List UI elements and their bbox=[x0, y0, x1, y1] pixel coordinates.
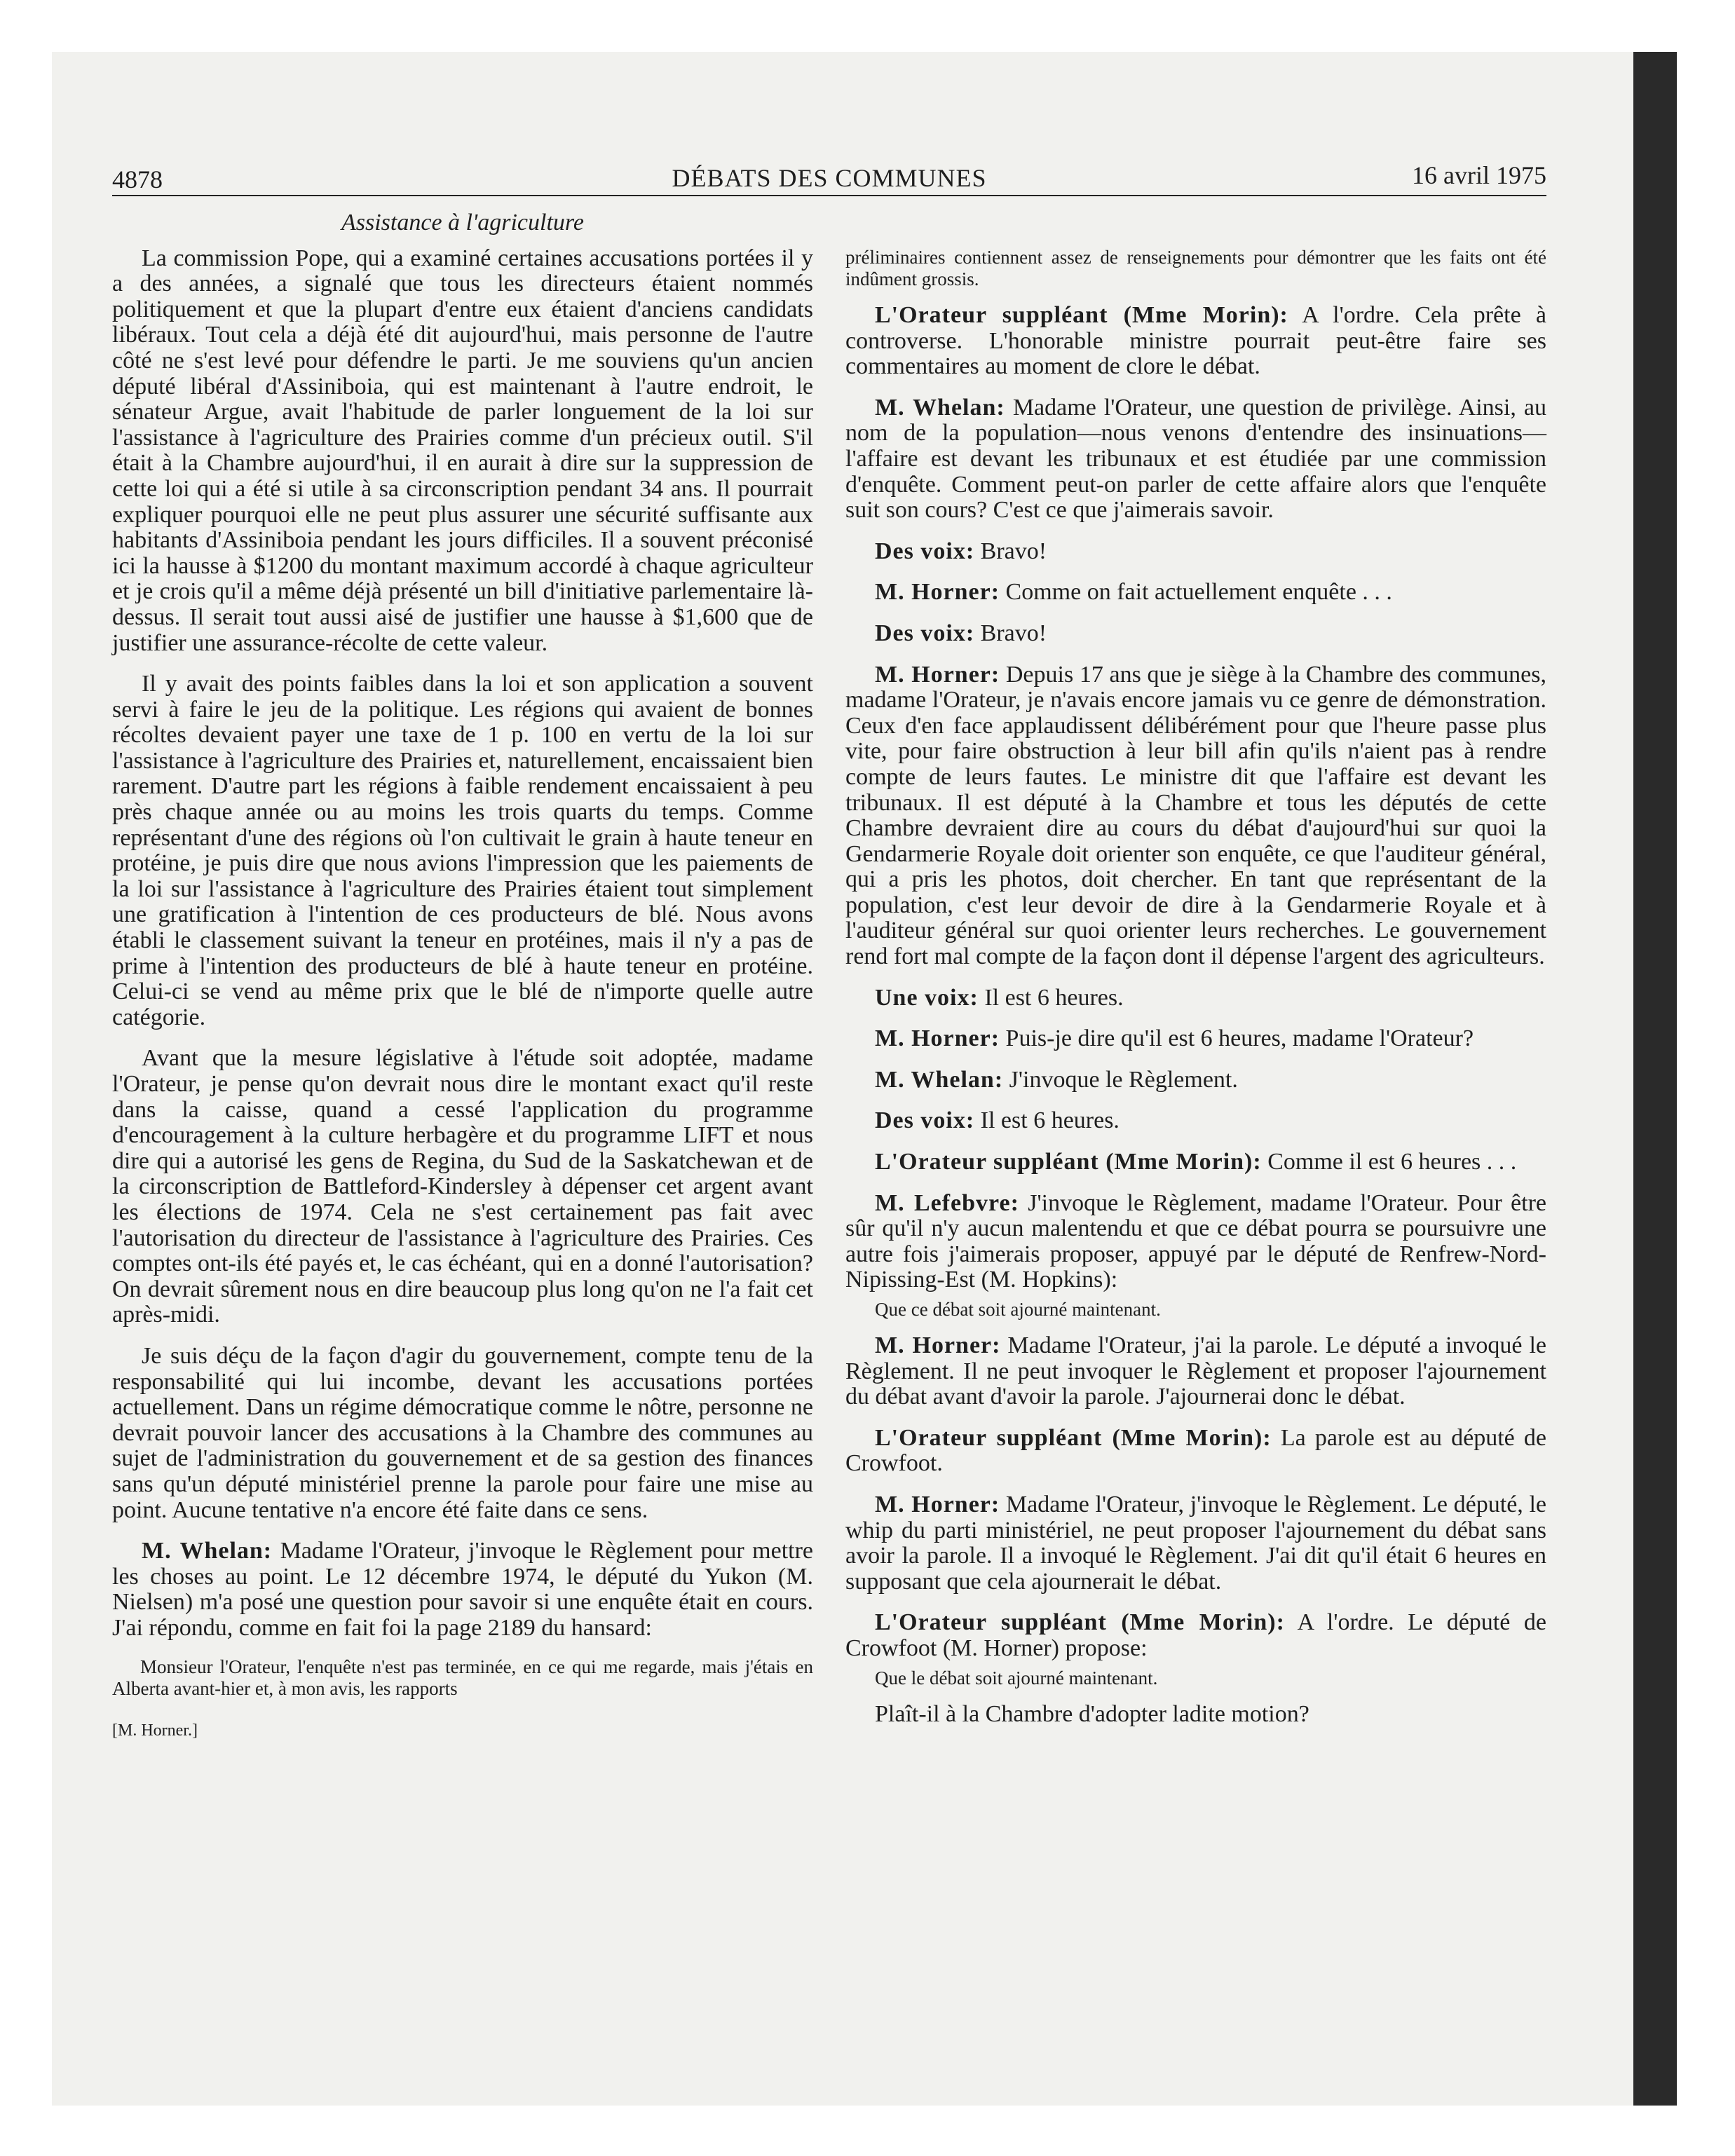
speech bbox=[845, 1191, 1546, 1293]
closing-question: Plaît-il à la Chambre d'adopter ladite motion? bbox=[875, 1700, 1309, 1727]
speech bbox=[845, 1610, 1546, 1661]
speaker-name: M. Horner: bbox=[875, 1491, 1000, 1517]
speech-text: Puis-je dire qu'il est 6 heures, madame l'Orateur? bbox=[1005, 1025, 1474, 1052]
speaker-name: M. Horner: bbox=[875, 1025, 1000, 1052]
speech-text: Il est 6 heures. bbox=[980, 1107, 1120, 1134]
speaker-name: Des voix: bbox=[875, 538, 975, 564]
speech-text: Bravo! bbox=[980, 538, 1047, 564]
speech-text: Comme il est 6 heures . . . bbox=[1267, 1149, 1517, 1175]
speaker-name: Une voix: bbox=[875, 984, 979, 1011]
section-title: Assistance à l'agriculture bbox=[341, 210, 584, 236]
speech-text: Madame l'Orateur, une question de privilège. Ainsi, au nom de la population—nous venons d'entendre des insinuations—l'affaire est devant les tribunaux et est étudiée par une commission d'enquête. Comment peut-on parler de cette affaire alors que l'enquête suit son cours? C'est ce que j'aimerais savoir. bbox=[845, 394, 1547, 524]
speech-text: Madame l'Orateur, j'ai la parole. Le député a invoqué le Règlement. Il ne peut invoquer le Règlement et proposer l'ajournement du débat avant d'avoir la parole. J'ajournerai donc le débat. bbox=[845, 1332, 1546, 1410]
speaker-name: M. Horner: bbox=[875, 1332, 1001, 1358]
speech-text: Depuis 17 ans que je siège à la Chambre des communes, madame l'Orateur, je n'avais encore jamais vu ce genre de démonstration. Ceux d'en face applaudissent délibérément pour que l'heure passe plus vite, pour faire obstruction à leur bill afin qu'ils n'aient pas à rendre compte de leurs fautes. Le ministre dit que l'affaire est devant les tribunaux. Il est député à la Chambre et tous les députés de cette Chambre devraient dire au cours du débat d'aujourd'hui sur quoi la Gendarmerie Royale doit orienter son enquête, ce que l'auditeur général, qui a pris les photos, doit chercher. En tant que représentant de la population, c'est leur devoir de dire à la Gendarmerie Royale et à l'auditeur général sur quoi orienter leurs recherches. Le gouvernement rend fort mal compte de la façon dont il dépense l'argent des agriculteurs. bbox=[845, 661, 1547, 970]
speech bbox=[845, 580, 1546, 606]
speech-text: A l'ordre. Cela prête à controverse. L'honorable ministre pourrait peut-être faire ses commentaires au moment de clore le débat. bbox=[845, 302, 1546, 380]
speech-text: Madame l'Orateur, j'invoque le Règlement pour mettre les choses au point. Le 12 décembre 1974, le député du Yukon (M. Nielsen) m'a posé une question pour savoir si une enquête était en cours. J'ai répondu, comme en fait foi la page 2189 du hansard: bbox=[112, 1538, 813, 1641]
speech bbox=[845, 1426, 1546, 1477]
speech bbox=[845, 1492, 1546, 1595]
speech-text: Comme on fait actuellement enquête . . . bbox=[1005, 579, 1392, 606]
speech-text: J'invoque le Règlement, madame l'Orateur. Pour être sûr qu'il n'y aucun malentendu et que ce débat pourra se poursuivre une autre fois j'aimerais proposer, appuyé par le député de Renfrew-Nord-Nipissing-Est (M. Hopkins): bbox=[845, 1189, 1547, 1293]
speaker-name: L'Orateur suppléant (Mme Morin): bbox=[875, 1609, 1285, 1636]
speaker-name: Des voix: bbox=[875, 1107, 975, 1134]
speech-text: Bravo! bbox=[980, 620, 1047, 646]
speech bbox=[845, 1149, 1546, 1175]
paragraph: Avant que la mesure législative à l'étude soit adoptée, madame l'Orateur, je pense qu'on devrait nous dire le montant exact qu'il reste dans la caisse, quand a cessé l'application du programme d'encouragement à la culture herbagère et du programme LIFT et nous dire qui a autorisé les gens de Regina, du Sud de la Saskatchewan et de la circonscription de Battleford-Kindersley à dépenser cet argent avant les élections de 1974. Cela ne s'est certainement pas fait avec l'autorisation du directeur de l'assistance à l'agriculture des Prairies. Ces comptes ont-ils été payés et, le cas échéant, qui en a donné l'autorisation? On devrait sûrement nous en dire beaucoup plus long qu'on ne l'a fait cet après-midi. bbox=[112, 1045, 813, 1328]
page-number: 4878 bbox=[112, 165, 163, 193]
speaker-name: L'Orateur suppléant (Mme Morin): bbox=[875, 1149, 1262, 1175]
speaker-name: L'Orateur suppléant (Mme Morin): bbox=[875, 302, 1288, 328]
speech bbox=[112, 1538, 813, 1641]
speech-text: La parole est au député de Crowfoot. bbox=[845, 1424, 1546, 1477]
speech bbox=[845, 395, 1546, 524]
paragraph: Je suis déçu de la façon d'agir du gouvernement, compte tenu de la responsabilité qui lui incombe, devant les accusations portées actuellement. Dans un régime démocratique comme le nôtre, personne ne devrait pouvoir lancer des accusations à la Chambre des communes au sujet de l'administration du gouvernement et de sa gestion des finances sans qu'un député ministériel prenne la parole pour faire une mise au point. Aucune tentative n'a encore été faite dans ce sens. bbox=[112, 1342, 813, 1523]
speech-text: A l'ordre. Le député de Crowfoot (M. Horner) propose: bbox=[845, 1609, 1546, 1661]
paragraph: La commission Pope, qui a examiné certaines accusations portées il y a des années, a signalé que tous les directeurs étaient nommés politiquement et que la plupart d'entre eux étaient d'anciens candidats libéraux. Tout cela a déjà été dit aujourd'hui, mais personne de l'autre côté ne s'est levé pour défendre le parti. Je me souviens qu'un ancien député libéral d'Assiniboia, qui est maintenant à l'autre endroit, le sénateur Argue, avait l'habitude de parler longuement de la loi sur l'assistance à l'agriculture des Prairies comme d'un précieux outil. S'il était à la Chambre aujourd'hui, il en aurait à dire sur la suppression de cette loi qui a été si utile à sa circonscription pendant 34 ans. Il pourrait expliquer pourquoi elle ne peut plus assurer une sécurité suffisante aux habitants d'Assiniboia pendant les jours difficiles. Il a souvent préconisé ici la hausse à $1200 du montant maximum accordé à chaque agriculteur et je crois qu'il a même déjà présenté un bill d'initiative parlementaire là-dessus. Il serait tout aussi aisé de justifier une hausse à $1,600 que de justifier une assurance-récolte de cette valeur. bbox=[112, 245, 813, 656]
speech bbox=[845, 1026, 1546, 1052]
speaker-name: M. Whelan: bbox=[875, 1066, 1004, 1093]
speech bbox=[845, 621, 1546, 647]
left-column bbox=[112, 210, 813, 1759]
speaker-name: M. Whelan: bbox=[875, 394, 1005, 421]
speech bbox=[845, 985, 1546, 1011]
speaker-name: M. Whelan: bbox=[142, 1538, 273, 1564]
speaker-name: L'Orateur suppléant (Mme Morin): bbox=[875, 1424, 1272, 1451]
speech bbox=[845, 1333, 1546, 1410]
publication-title: DÉBATS DES COMMUNES bbox=[672, 164, 987, 192]
hansard-quote: Monsieur l'Orateur, l'enquête n'est pas terminée, en ce qui me regarde, mais j'étais en Alberta avant-hier et, à mon avis, les rapports bbox=[112, 1656, 813, 1700]
right-column bbox=[845, 247, 1546, 1742]
speaker-name: Des voix: bbox=[875, 620, 975, 646]
hansard-quote-continued: préliminaires contiennent assez de renseignements pour démontrer que les faits ont été indûment grossis. bbox=[845, 247, 1546, 289]
speech-text: Madame l'Orateur, j'invoque le Règlement. Le député, le whip du parti ministériel, ne peut proposer l'ajournement du débat sans avoir la parole. Il a invoqué le Règlement. J'ai dit qu'il était 6 heures en supposant que cela ajournerait le débat. bbox=[845, 1491, 1547, 1595]
speech-text: J'invoque le Règlement. bbox=[1009, 1066, 1238, 1093]
speech-text: Il est 6 heures. bbox=[984, 984, 1124, 1011]
speech bbox=[845, 1108, 1546, 1134]
speaker-tag: [M. Horner.] bbox=[112, 1721, 198, 1740]
issue-date: 16 avril 1975 bbox=[1412, 161, 1546, 189]
speech bbox=[845, 1067, 1546, 1093]
speech bbox=[845, 303, 1546, 380]
paragraph: Il y avait des points faibles dans la loi et son application a souvent servi à faire le jeu de la politique. Les régions qui avaient de bonnes récoltes devaient payer une taxe de 1 p. 100 en vertu de la loi sur l'assistance à l'agriculture des Prairies et, naturellement, encaissaient bien rarement. D'autre part les régions à faible rendement encaissaient à peu près chaque année ou au moins les trois quarts du temps. Comme représentant d'une des régions où l'on cultivait le grain à haute teneur en protéine, je puis dire que nous avions l'impression que les paiements de la loi sur l'assistance à l'agriculture des Prairies étaient tout simplement une gratification à l'intention de ces producteurs de blé. Nous avons établi le classement suivant la teneur en protéines, mais il n'y a pas de prime à l'intention des producteurs de blé à haute teneur en protéine. Celui-ci se vend au même prix que le blé de n'importe quelle autre catégorie. bbox=[112, 671, 813, 1030]
speech bbox=[845, 539, 1546, 565]
running-head bbox=[112, 160, 1546, 196]
motion-text: Que ce débat soit ajourné maintenant. bbox=[875, 1299, 1161, 1320]
speech bbox=[845, 662, 1546, 970]
scan-edge bbox=[1633, 52, 1677, 2106]
speaker-name: M. Lefebvre: bbox=[875, 1189, 1019, 1216]
speaker-name: M. Horner: bbox=[875, 661, 1000, 688]
speaker-name: M. Horner: bbox=[875, 579, 1000, 606]
motion-text: Que le débat soit ajourné maintenant. bbox=[875, 1667, 1158, 1688]
